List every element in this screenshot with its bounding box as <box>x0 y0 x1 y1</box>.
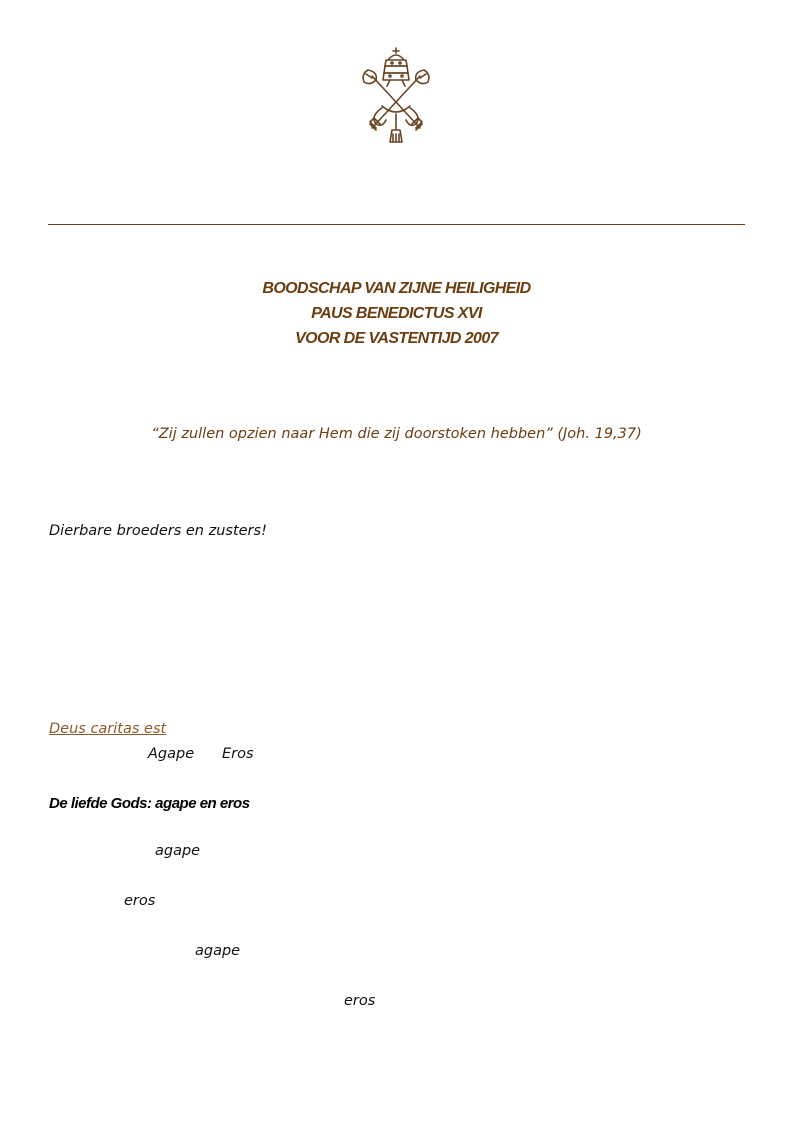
deus-caritas-est-link[interactable]: Deus caritas est <box>49 721 167 737</box>
section-heading: De liefde Gods: agape en eros <box>49 795 250 812</box>
word-eros-1: eros <box>124 893 156 909</box>
scripture-quote: “Zij zullen opzien naar Hem die zij doorstoken hebben” (Joh. 19,37) <box>151 426 642 442</box>
greeting: Dierbare broeders en zusters! <box>49 523 267 539</box>
word-eros-2: eros <box>344 993 376 1009</box>
title-line-2: PAUS BENEDICTUS XVI <box>311 305 482 322</box>
word-agape-1: agape <box>155 843 201 859</box>
title-line-1: BOODSCHAP VAN ZIJNE HEILIGHEID <box>262 280 531 297</box>
word-eros-capitalized: Eros <box>222 746 254 762</box>
word-agape-2: agape <box>195 943 241 959</box>
title-line-3: VOOR DE VASTENTIJD 2007 <box>295 330 498 347</box>
papal-coat-of-arms-icon <box>352 46 440 148</box>
word-agape-capitalized: Agape <box>148 746 195 762</box>
header-divider <box>48 224 745 225</box>
